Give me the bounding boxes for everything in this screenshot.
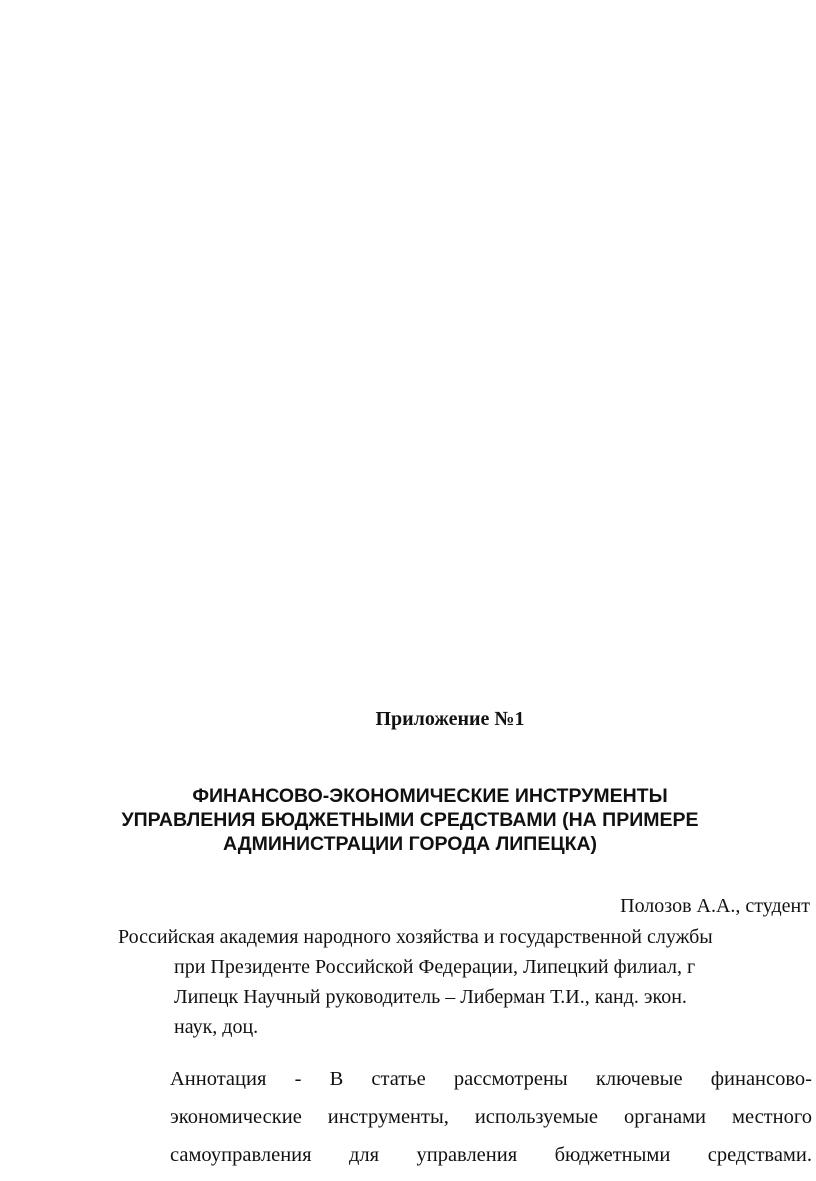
title-line: АДМИНИСТРАЦИИ ГОРОДА ЛИПЕЦКА) — [222, 833, 598, 855]
author-name: Полозов А.А., студент — [620, 895, 810, 917]
annotation-paragraph — [170, 1060, 812, 1174]
affiliation-line: наук, доц. — [174, 1016, 259, 1038]
title-line: ФИНАНСОВО-ЭКОНОМИЧЕСКИЕ ИНСТРУМЕНТЫ — [192, 785, 668, 807]
appendix-label: Приложение №1 — [375, 708, 525, 730]
title-line: УПРАВЛЕНИЯ БЮДЖЕТНЫМИ СРЕДСТВАМИ (НА ПРИМЕРЕ — [121, 809, 699, 831]
annotation-line: экономические инструменты, используемые органами местного — [170, 1106, 812, 1128]
affiliation-block — [118, 922, 816, 1042]
annotation-line: Аннотация - В статье рассмотрены ключевые финансово- — [170, 1068, 812, 1090]
affiliation-line: Российская академия народного хозяйства и государственной службы — [118, 926, 713, 948]
affiliation-line: при Президенте Российской Федерации, Липецкий филиал, г — [174, 956, 696, 978]
annotation-line: самоуправления для управления бюджетными средствами. — [170, 1144, 812, 1166]
affiliation-line: Липецк Научный руководитель – Либерман Т.И., канд. экон. — [174, 986, 687, 1008]
article-title — [40, 784, 780, 856]
